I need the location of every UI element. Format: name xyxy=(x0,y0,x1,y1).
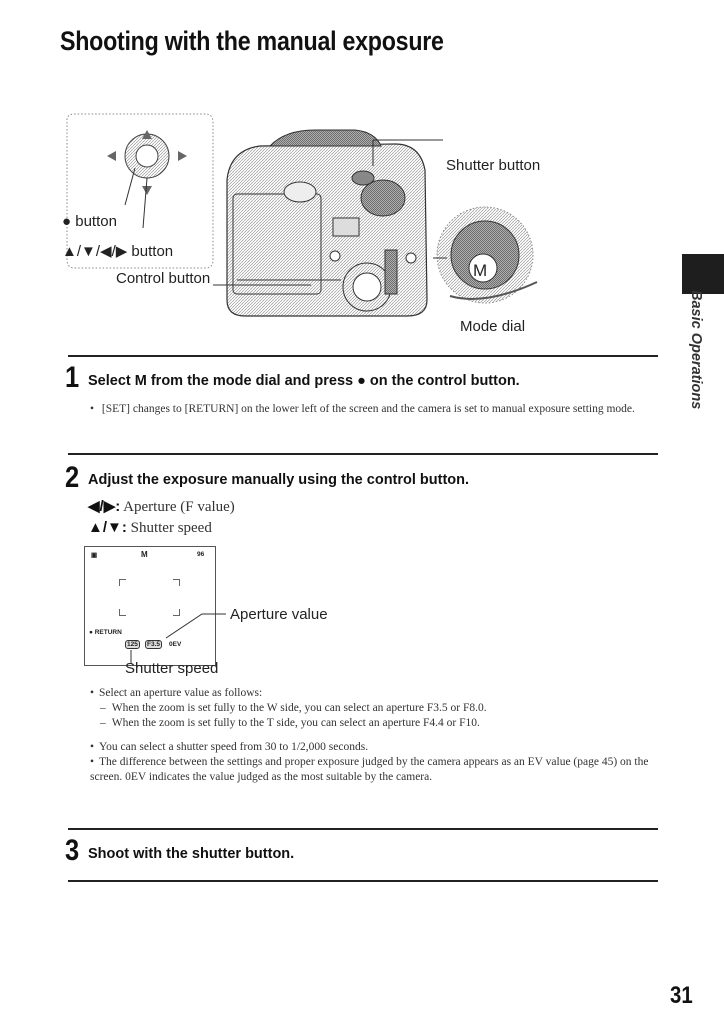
mode-dial-letter: M xyxy=(473,261,488,280)
arrow-buttons-label: ▲/▼/◀/▶ button xyxy=(62,243,174,260)
section-tab-label: Basic Operations xyxy=(688,290,704,410)
step-3-number: 3 xyxy=(65,834,80,867)
screen-leaders xyxy=(84,546,234,676)
camera-body-icon xyxy=(227,130,427,316)
list-item: • The difference between the settings and proper exposure judged by the camera appears as an EV value (page 45) on the screen. 0EV indicates the value judged as the most suitable by the camera. xyxy=(90,755,656,785)
divider xyxy=(68,880,658,882)
step-1-number: 1 xyxy=(65,361,80,394)
ev-value: 0EV xyxy=(169,641,182,648)
mode-dial-label: Mode dial xyxy=(460,318,526,335)
step-1-note: • [SET] changes to [RETURN] on the lower left of the screen and the camera is set to manual exposure setting mode. xyxy=(90,402,656,417)
step-2-title: Adjust the exposure manually using the control button. xyxy=(88,472,470,488)
mode-indicator: M xyxy=(141,550,148,559)
step-3-title: Shoot with the shutter button. xyxy=(88,846,295,862)
shutter-key-line: ▲/▼: Shutter speed xyxy=(88,519,212,536)
aperture-value: F3.5 xyxy=(147,641,161,648)
camera-illustration xyxy=(55,110,555,335)
section-tab-marker xyxy=(682,254,724,294)
shutter-button-label: Shutter button xyxy=(446,157,541,174)
aperture-key-line: ◀/▶: Aperture (F value) xyxy=(88,498,235,515)
divider xyxy=(68,453,658,455)
return-indicator: ● RETURN xyxy=(89,629,122,636)
control-button-label: Control button xyxy=(116,270,211,287)
step-2-number: 2 xyxy=(65,461,80,494)
step-1-title: Select M from the mode dial and press ● on the control button. xyxy=(88,373,520,389)
shutter-speed-value: 125 xyxy=(127,641,138,648)
divider xyxy=(68,828,658,830)
shots-remaining: 96 xyxy=(197,551,205,558)
aperture-value-label: Aperture value xyxy=(230,606,328,623)
list-item: – When the zoom is set fully to the T side, you can select an aperture F4.4 or F10. xyxy=(90,716,656,731)
mode-dial-icon xyxy=(433,207,537,303)
page-number: 31 xyxy=(670,982,693,1009)
shutter-speed-label: Shutter speed xyxy=(125,660,219,677)
control-pad-icon xyxy=(107,130,187,228)
list-item: • You can select a shutter speed from 30 to 1/2,000 seconds. xyxy=(90,740,656,755)
battery-icon: ▣ xyxy=(91,552,98,559)
center-button-label: ● button xyxy=(62,213,117,230)
list-item: • Select an aperture value as follows: xyxy=(90,686,656,701)
divider xyxy=(68,355,658,357)
step-2-notes xyxy=(90,686,656,785)
page-title: Shooting with the manual exposure xyxy=(60,26,444,56)
list-item: – When the zoom is set fully to the W side, you can select an aperture F3.5 or F8.0. xyxy=(90,701,656,716)
